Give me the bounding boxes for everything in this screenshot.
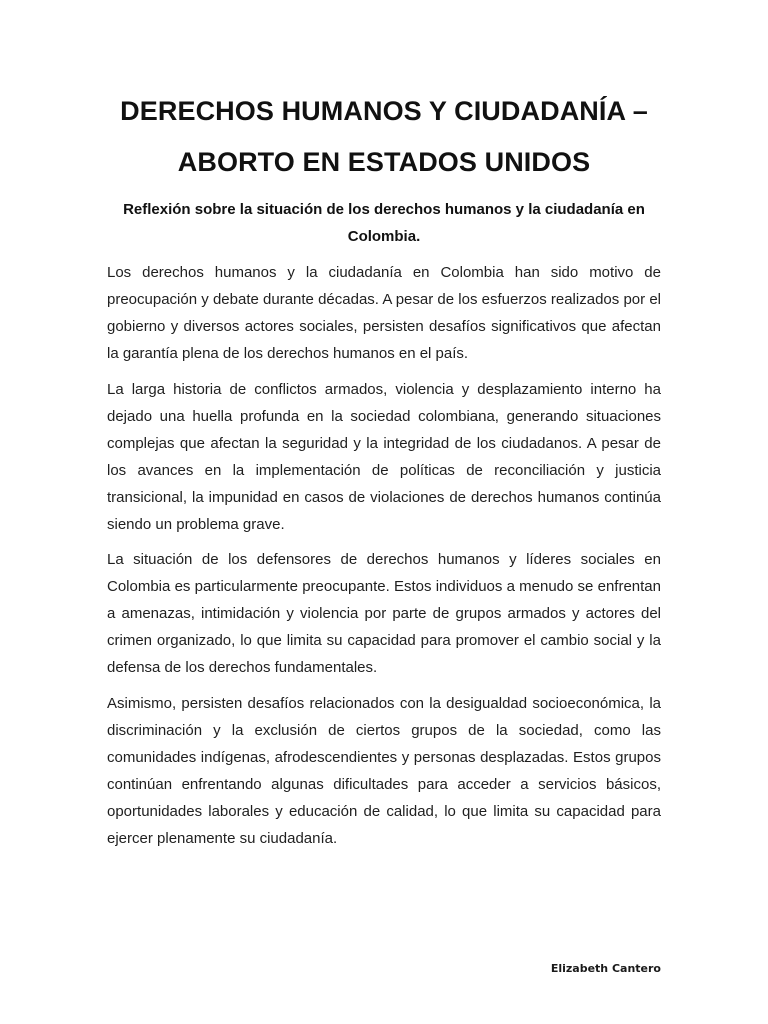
paragraph-1: Los derechos humanos y la ciudadanía en Colombia han sido motivo de preocupación y debate durante décadas. A pesar de los esfuerzos realizados por el gobierno y diversos actores sociales, persisten desafíos significativos que afectan la garantía plena de los derechos humanos en el país. — [107, 264, 661, 362]
document-title — [60, 86, 708, 188]
title-line-2: ABORTO EN ESTADOS UNIDOS — [177, 147, 591, 177]
paragraph-2: La larga historia de conflictos armados, violencia y desplazamiento interno ha dejado una huella profunda en la sociedad colombiana, generando situaciones complejas que afectan la seguridad y la integridad de los ciudadanos. A pesar de los avances en la implementación de políticas de reconciliación y justicia transicional, la impunidad en casos de violaciones de derechos humanos continúa siendo un problema grave. — [107, 381, 661, 533]
author-signature: Elizabeth Cantero — [550, 962, 661, 975]
paragraph-3: La situación de los defensores de derechos humanos y líderes sociales en Colombia es particularmente preocupante. Estos individuos a menudo se enfrentan a amenazas, intimidación y violencia por parte de grupos armados y actores del crimen organizado, lo que limita su capacidad para promover el cambio social y la defensa de los derechos fundamentales. — [107, 551, 661, 676]
title-line-1: DERECHOS HUMANOS Y CIUDADANÍA – — [120, 96, 648, 126]
paragraph-4: Asimismo, persisten desafíos relacionados con la desigualdad socioeconómica, la discriminación y la exclusión de ciertos grupos de la sociedad, como las comunidades indígenas, afrodescendientes y personas desplazadas. Estos grupos continúan enfrentando algunas dificultades para acceder a servicios básicos, oportunidades laborales y educación de calidad, lo que limita su capacidad para ejercer plenamente su ciudadanía. — [107, 695, 661, 847]
document-subtitle: Reflexión sobre la situación de los derechos humanos y la ciudadanía en Colombia. — [123, 201, 645, 245]
